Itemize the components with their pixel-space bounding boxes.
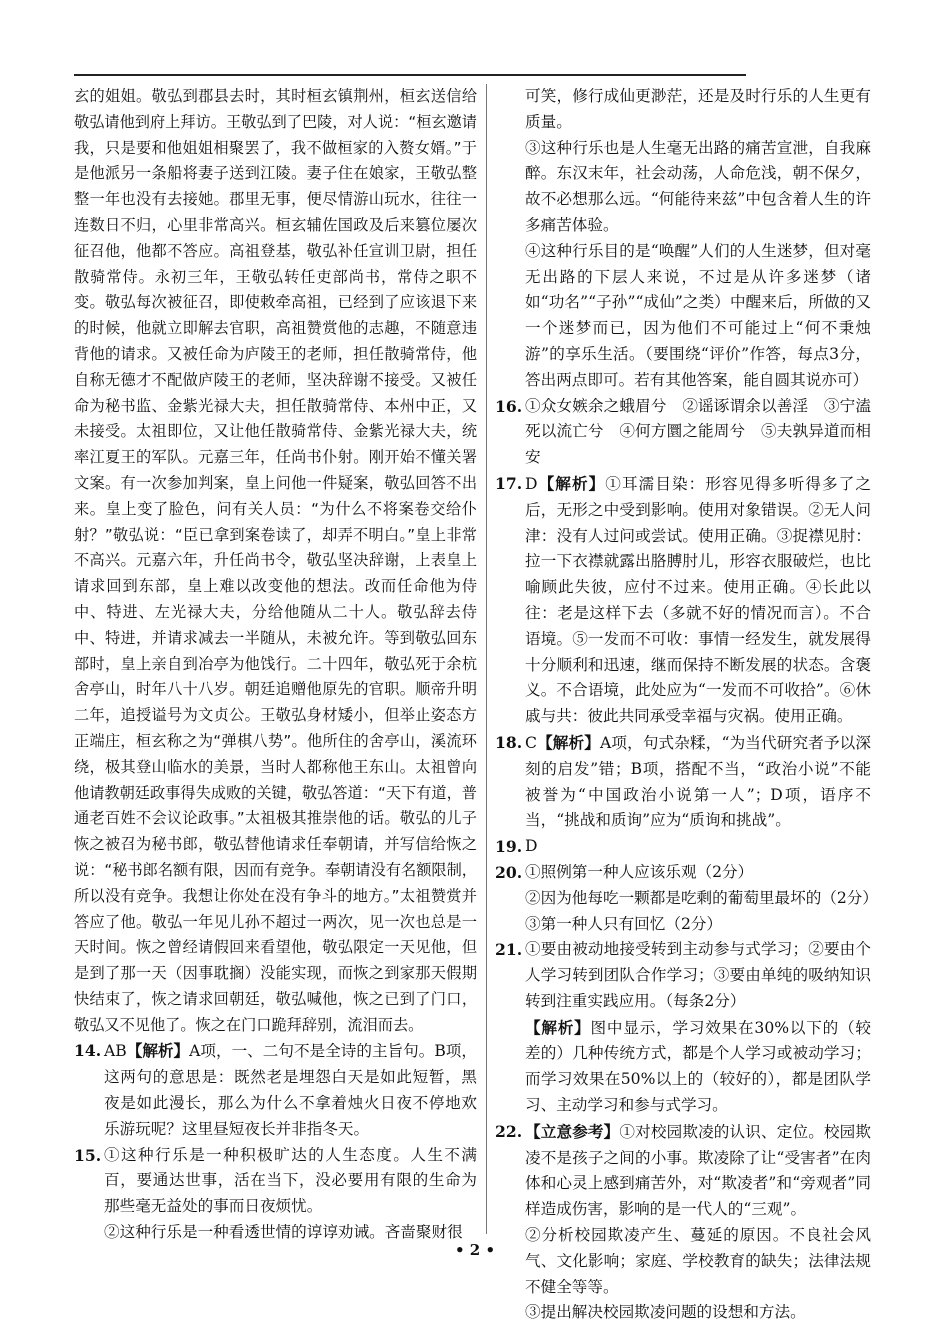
header-rule xyxy=(74,74,746,76)
question-number: 22. xyxy=(495,1121,523,1141)
translation-text: 玄的姐姐。敬弘到郡县去时，其时桓玄镇荆州，桓玄送信给敬弘请他到府上拜访。王敬弘到了巴陵，对人说：“桓玄邀请我，只是要和他姐姐相聚罢了，我不做桓家的入赘女婿。”于是他派另一条船将妻子送到江陵。妻子住在娘家，王敬弘整整一年也没有去接她。郡里无事，便尽情游山玩水，往往一连数日不归，心里非常高兴。桓玄辅佐国政及后来篡位屡次征召他，他都不答应。高祖登基，敬弘补任宣训卫尉，担任散骑常侍。永初三年，王敬弘转任吏部尚书，常侍之职不变。敬弘每次被征召，即使敕牵高祖，已经到了应该退下来的时候，他就立即解去官职，高祖赞赏他的志趣，不随意违背他的请求。又被任命为庐陵王的老师，担任散骑常侍，他自称无德才不配做庐陵王的老师，坚决辞谢不接受。又被任命为秘书监、金紫光禄大夫，担任散骑常侍、本州中正，又未接受。太祖即位，又让他任散骑常侍、金紫光禄大夫，统率江夏王的军队。元嘉三年，任尚书仆射。刚开始不懂关署文案。有一次参加判案，皇上问他一件疑案，敬弘回答不出来。皇上变了脸色，问有关人员：“为什么不将案卷交给仆射？”敬弘说：“臣已拿到案卷读了，却弄不明白。”皇上非常不高兴。元嘉六年，升任尚书令，敬弘坚决辞谢，上表皇上请求回到东部，皇上难以改变他的想法。改而任命他为侍中、特进、左光禄大夫，分给他随从二十人。敬弘辞去侍中、特进，并请求减去一半随从，未被允许。等到敬弘回东部时，皇上亲自到冶亭为他饯行。二十四年，敬弘死于余杭舍亭山，时年八十八岁。朝廷追赠他原先的官职。顺帝升明二年，追授谥号为文贞公。王敬弘身材矮小，但举止姿态方正端庄，桓玄称之为“弹棋八势”。他所住的舍亭山，溪流环绕，极其登山临水的美景，当时人都称他王东山。太祖曾向他请教朝廷政事得失成败的关键，敬弘答道：“天下有道，普通老百姓不会议论政事。”太祖极其推崇他的话。敬弘的儿子恢之被召为秘书郎，敬弘替他请求任奉朝请，并写信给恢之说：“秘书郎名额有限，因而有竞争。奉朝请没有名额限制，所以没有竞争。我想让你处在没有争斗的地方。”太祖赞赏并答应了他。敬弘一年见儿孙不超过一两次，见一次也总是一天时间。恢之曾经请假回来看望他，敬弘限定一天见他，但是到了那一天（因事耽搁）没能实现，而恢之到家那天假期快结束了，恢之请求回朝廷，敬弘喊他，恢之已到了门口，敬弘又不见他了。恢之在门口跪拜辞别，流泪而去。 xyxy=(74,87,477,1034)
question-number: 17. xyxy=(495,473,523,493)
question-14 xyxy=(74,1038,477,1142)
question-number: 19. xyxy=(495,837,523,857)
answer-point: 可笑，修行成仙更渺茫，还是及时行乐的人生更有质量。 xyxy=(525,87,871,131)
answer-point: ②因为他每吃一颗都是吃剩的葡萄里最坏的（2分） xyxy=(525,888,878,907)
answer: D xyxy=(525,474,538,493)
answer-point: ③这种行乐也是人生毫无出路的痛苦宣泄，自我麻醉。东汉末年，社会动荡，人命危浅，朝不保夕，故不必想那么远。“何能待来兹”中包含着人生的许多痛苦体验。 xyxy=(525,138,871,234)
question-19 xyxy=(495,834,871,860)
question-20 xyxy=(495,860,878,937)
analysis-text: ①耳濡目染：形容见得多听得多了之后，无形之中受到影响。使用对象错误。②无人问津：没有人过问或尝试。使用正确。③捉襟见肘：拉一下衣襟就露出胳膊肘儿，形容衣服破烂，也比喻顾此失彼，应付不过来。使用正确。④长此以往：老是这样下去（多就不好的情况而言）。不合语境。⑤一发而不可收：事情一经发生，就发展得十分顺利和迅速，继而保持不断发展的状态。含褒义。不合语境，此处应为“一发而不可收拾”。⑥休戚与共：彼此共同承受幸福与灾祸。使用正确。 xyxy=(525,474,871,726)
answer-point: ①这种行乐是一种积极旷达的人生态度。人生不满百，要通达世事，活在当下，没必要用有限的生命为那些毫无益处的事而日夜烦忧。 xyxy=(104,1145,477,1216)
question-15-continued xyxy=(495,84,871,394)
analysis-text: 图中显示，学习效果在30%以下的（较差的）几种传统方式，都是个人学习或被动学习；而学习效果在50%以上的（较好的），都是团队学习、主动学习和参与式学习。 xyxy=(525,1018,871,1115)
analysis-tag: 【解析】 xyxy=(126,1041,190,1061)
analysis-tag: 【立意参考】 xyxy=(525,1121,620,1141)
question-17 xyxy=(495,471,871,730)
question-15 xyxy=(74,1143,477,1246)
answer-point: ③提出解决校园欺凌问题的设想和方法。 xyxy=(525,1303,806,1322)
answer: D xyxy=(525,837,538,856)
page-number: • 2 • xyxy=(454,1241,496,1259)
question-number: 14. xyxy=(74,1041,102,1061)
answer-point: ③第一种人只有回忆（2分） xyxy=(525,914,723,933)
question-number: 21. xyxy=(495,940,523,960)
question-16 xyxy=(495,394,871,471)
analysis-text: A项，句式杂糅，“为当代研究者予以深刻的启发”错；B项，搭配不当，“政治小说”不能被誉为“中国政治小说第一人”；D项，语序不当，“挑战和质询”应为“质询和挑战”。 xyxy=(525,733,871,830)
answer-point: ①照例第一种人应该乐观（2分） xyxy=(525,862,754,881)
question-22 xyxy=(495,1119,871,1326)
answer-point: ①对校园欺凌的认识、定位。校园欺凌不是孩子之间的小事。欺凌除了让“受害者”在肉体和心灵上感到痛苦外，对“欺凌者”和“旁观者”同样造成伤害，影响的是一代人的“三观”。 xyxy=(525,1122,871,1219)
analysis-text: A项，一、二句不是全诗的主旨句。B项，这两句的意思是：既然老是埋怨白天是如此短暂，黑夜是如此漫长，那么为什么不拿着烛火日夜不停地欢乐游玩呢？这里昼短夜长并非指冬天。 xyxy=(104,1042,477,1138)
answer: ①众女嫉余之蛾眉兮 ②谣诼谓余以善淫 ③宁溘死以流亡兮 ④何方圜之能周兮 ⑤夫孰异道而相安 xyxy=(525,396,871,467)
answer-point: ②分析校园欺凌产生、蔓延的原因。不良社会风气、文化影响；家庭、学校教育的缺失；法律法规不健全等等。 xyxy=(525,1226,871,1296)
right-column xyxy=(495,84,878,1326)
analysis-tag: 【解析】 xyxy=(536,732,600,752)
answer-point: ②这种行乐是一种看透世情的谆谆劝诫。吝啬聚财很 xyxy=(104,1223,463,1242)
analysis-tag: 【解析】 xyxy=(525,1017,591,1037)
left-column xyxy=(74,84,477,1246)
answer-point: ④这种行乐目的是“唤醒”人们的人生迷梦，但对毫无出路的下层人来说，不过是从许多迷梦（诸如“功名”“子孙”“成仙”之类）中醒来后，所做的又一个迷梦而已，因为他们不可能过上“何不秉烛游”的享乐生活。（要围绕“评价”作答，每点3分，答出两点即可。若有其他答案，能自圆其说亦可） xyxy=(525,241,871,389)
answer: AB xyxy=(104,1042,127,1061)
analysis-tag: 【解析】 xyxy=(537,473,606,493)
column-divider xyxy=(486,84,487,1234)
answer: C xyxy=(525,733,537,752)
question-number: 18. xyxy=(495,732,523,752)
question-number: 20. xyxy=(495,862,523,882)
question-number: 16. xyxy=(495,396,523,416)
answer: ①要由被动地接受转到主动参与式学习；②要由个人学习转到团队合作学习；③要由单纯的吸纳知识转到注重实践应用。（每条2分） xyxy=(525,940,871,1010)
question-21 xyxy=(495,937,871,1119)
question-18 xyxy=(495,730,871,834)
question-number: 15. xyxy=(74,1145,102,1165)
